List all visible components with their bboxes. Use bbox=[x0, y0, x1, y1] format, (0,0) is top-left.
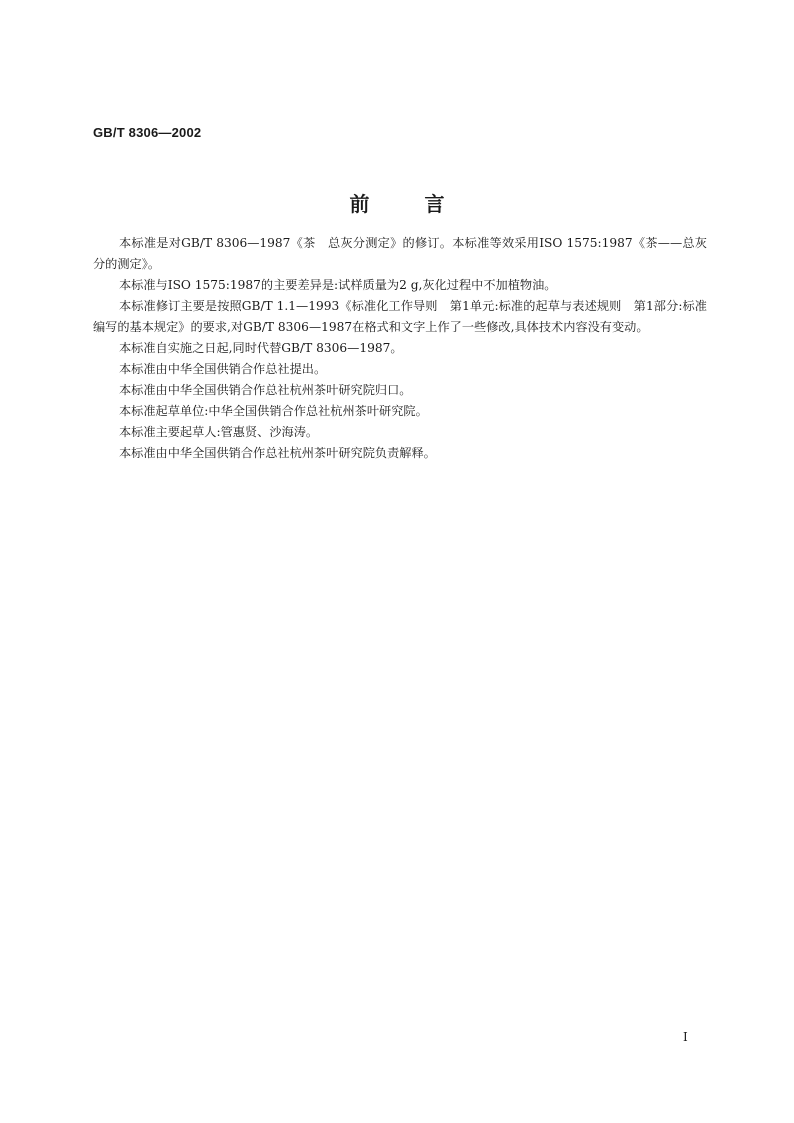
document-body bbox=[93, 233, 707, 464]
paragraph-revision: 本标准是对GB/T 8306—1987《茶 总灰分测定》的修订。本标准等效采用ISO 1575:1987《茶——总灰分的测定》。 bbox=[93, 236, 707, 271]
paragraph-drafting-unit: 本标准起草单位:中华全国供销合作总社杭州茶叶研究院。 bbox=[119, 404, 428, 418]
paragraph-drafters: 本标准主要起草人:管惠贤、沙海涛。 bbox=[119, 425, 319, 439]
page-number: I bbox=[683, 1030, 688, 1044]
paragraph-differences: 本标准与ISO 1575:1987的主要差异是:试样质量为2 g,灰化过程中不加植物油。 bbox=[119, 278, 557, 292]
standard-number: GB/T 8306—2002 bbox=[93, 125, 202, 140]
paragraph-proposed-by: 本标准由中华全国供销合作总社提出。 bbox=[119, 362, 327, 376]
page-title: 前言 bbox=[349, 192, 500, 216]
paragraph-replacement: 本标准自实施之日起,同时代替GB/T 8306—1987。 bbox=[119, 341, 403, 355]
paragraph-revision-basis: 本标准修订主要是按照GB/T 1.1—1993《标准化工作导则 第1单元:标准的起草与表述规则 第1部分:标准编写的基本规定》的要求,对GB/T 8306—1987在格式和文字上作了一些修改,具体技术内容没有变动。 bbox=[93, 299, 707, 334]
paragraph-interpretation: 本标准由中华全国供销合作总社杭州茶叶研究院负责解释。 bbox=[119, 446, 436, 460]
paragraph-centralized-by: 本标准由中华全国供销合作总社杭州茶叶研究院归口。 bbox=[119, 383, 412, 397]
